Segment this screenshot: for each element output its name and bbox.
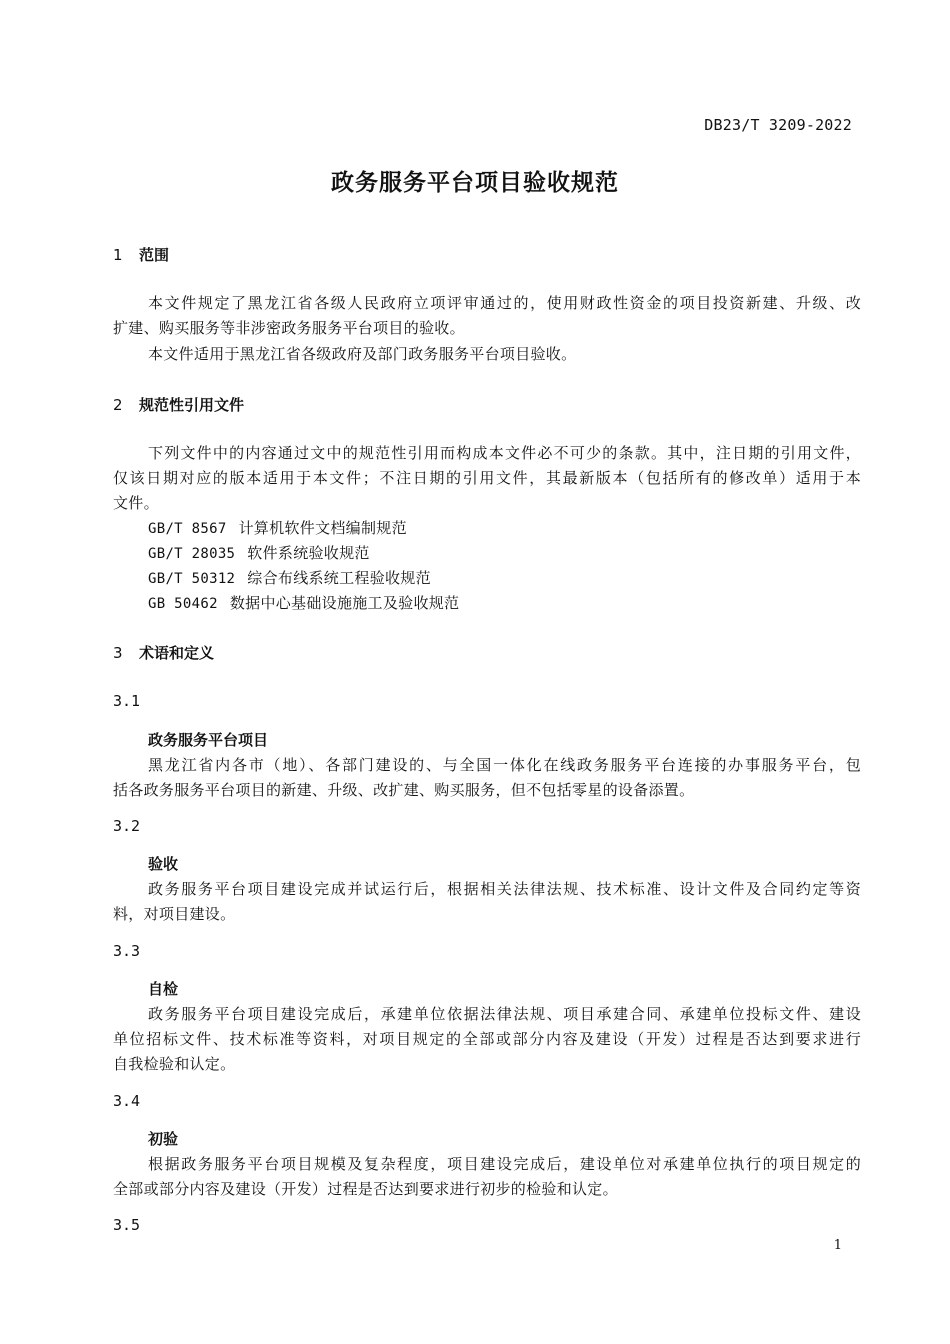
section-heading-terms-definitions <box>113 642 214 663</box>
definition-line: 全部或部分内容及建设（开发）过程是否达到要求进行初步的检验和认定。 <box>113 1180 618 1198</box>
term-title: 初验 <box>148 1130 179 1148</box>
section-title: 规范性引用文件 <box>139 396 245 414</box>
paragraph-line: 本文件适用于黑龙江省各级政府及部门政务服务平台项目验收。 <box>148 345 577 363</box>
term-title: 自检 <box>148 980 179 998</box>
section-heading-scope <box>113 244 169 265</box>
section-title: 术语和定义 <box>139 644 215 662</box>
document-code: DB23/T 3209-2022 <box>704 116 852 134</box>
reference-item <box>148 542 370 563</box>
reference-name: 计算机软件文档编制规范 <box>238 519 407 537</box>
section-number: 1 <box>113 246 123 264</box>
reference-code: GB/T 28035 <box>148 546 236 562</box>
reference-name: 综合布线系统工程验收规范 <box>247 569 431 587</box>
subsection-number: 3.5 <box>113 1216 141 1234</box>
definition-line: 括各政务服务平台项目的新建、升级、改扩建、购买服务，但不包括零星的设备添置。 <box>113 781 695 799</box>
document-title: 政务服务平台项目验收规范 <box>331 170 619 196</box>
reference-code: GB/T 50312 <box>148 571 236 587</box>
subsection-number: 3.3 <box>113 942 141 960</box>
subsection-number: 3.2 <box>113 817 141 835</box>
subsection-number: 3.4 <box>113 1092 141 1110</box>
section-number: 3 <box>113 644 123 662</box>
reference-item <box>148 567 431 588</box>
definition-line: 料，对项目建设。 <box>113 905 236 923</box>
definition-line: 政务服务平台项目建设完成并试运行后，根据相关法律法规、技术标准、设计文件及合同约定等资 <box>148 880 861 898</box>
reference-name: 软件系统验收规范 <box>247 544 370 562</box>
section-title: 范围 <box>139 246 170 264</box>
definition-line: 政务服务平台项目建设完成后，承建单位依据法律法规、项目承建合同、承建单位投标文件、建设 <box>148 1005 861 1023</box>
subsection-number: 3.1 <box>113 692 141 710</box>
section-number: 2 <box>113 396 123 414</box>
paragraph-line: 下列文件中的内容通过文中的规范性引用而构成本文件必不可少的条款。其中，注日期的引用文件， <box>148 444 861 462</box>
reference-code: GB 50462 <box>148 596 218 612</box>
definition-line: 单位招标文件、技术标准等资料，对项目规定的全部或部分内容及建设（开发）过程是否达到要求进行 <box>113 1030 861 1048</box>
paragraph-line: 文件。 <box>113 494 159 512</box>
paragraph-line: 扩建、购买服务等非涉密政务服务平台项目的验收。 <box>113 319 465 337</box>
definition-line: 黑龙江省内各市（地）、各部门建设的、与全国一体化在线政务服务平台连接的办事服务平台，包 <box>148 756 861 774</box>
section-heading-normative-references <box>113 394 244 415</box>
term-title: 验收 <box>148 855 179 873</box>
reference-name: 数据中心基础设施施工及验收规范 <box>229 594 460 612</box>
paragraph-line: 本文件规定了黑龙江省各级人民政府立项评审通过的，使用财政性资金的项目投资新建、升级、改 <box>148 294 861 312</box>
definition-line: 根据政务服务平台项目规模及复杂程度，项目建设完成后，建设单位对承建单位执行的项目规定的 <box>148 1155 861 1173</box>
term-title: 政务服务平台项目 <box>148 731 269 749</box>
reference-code: GB/T 8567 <box>148 521 227 537</box>
reference-item <box>148 592 459 613</box>
paragraph-line: 仅该日期对应的版本适用于本文件；不注日期的引用文件，其最新版本（包括所有的修改单）适用于本 <box>113 469 861 487</box>
page-number: 1 <box>833 1238 842 1253</box>
reference-item <box>148 517 407 538</box>
definition-line: 自我检验和认定。 <box>113 1055 236 1073</box>
